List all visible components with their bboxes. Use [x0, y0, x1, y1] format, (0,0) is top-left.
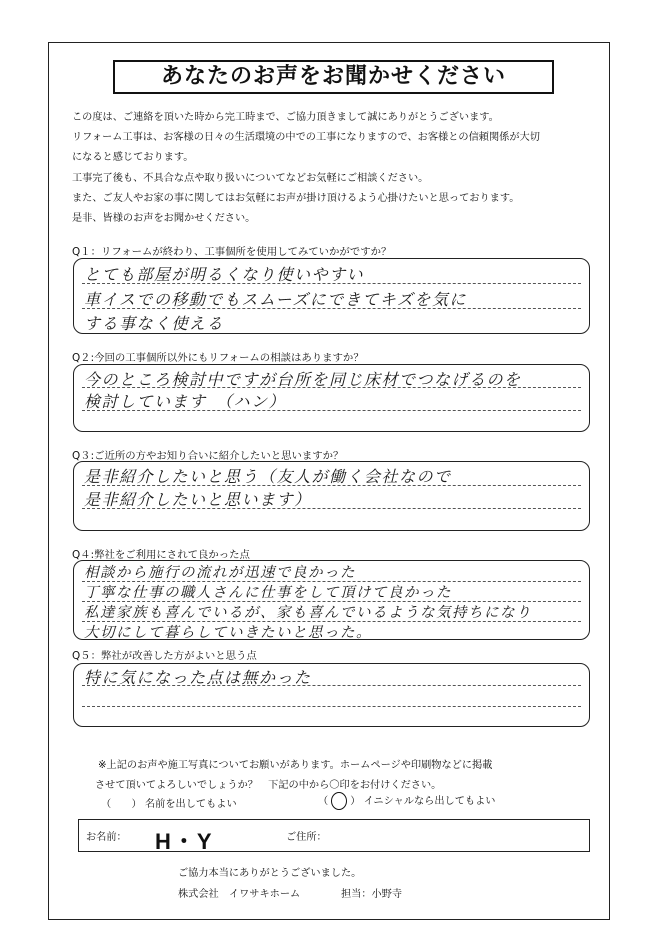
question-5-label: Q５：弊社が改善した方がよいと思う点: [72, 650, 257, 662]
answer-text: する事なく使える: [84, 314, 225, 333]
intro-line: 是非、皆様のお声をお聞かせください。: [72, 213, 256, 225]
answer-text: 大切にして暮らしていきたいと思った。: [84, 625, 372, 641]
answer-text: 是非紹介したいと思います）: [84, 490, 312, 509]
staff-name: 担当：小野寺: [341, 889, 403, 900]
question-5-answer-box[interactable]: [73, 663, 590, 727]
permission-note: させて頂いてよろしいでしょうか？ 下記の中から〇印をお付けください。: [95, 780, 442, 791]
option-label: イニシャルなら出してもよい: [363, 796, 496, 807]
intro-line: この度は、ご連絡を頂いた時から完工時まで、ご協力頂きまして誠にありがとうございます。: [72, 112, 499, 123]
question-1-label: Q１：リフォームが終わり、工事個所を使用してみていかがですか？: [72, 246, 392, 258]
option-bracket: （: [318, 796, 329, 807]
option-initial-ok[interactable]: [318, 792, 495, 810]
question-3-answer-box[interactable]: [73, 461, 590, 531]
question-2-answer-box[interactable]: [73, 364, 590, 432]
question-4-answer-box[interactable]: [73, 560, 590, 640]
thanks-text: ご協力本当にありがとうございました。: [178, 868, 362, 879]
question-4-label: Q４:弊社をご利用にされて良かった点: [72, 549, 250, 561]
answer-text: 検討しています （ハン）: [84, 392, 287, 411]
answer-text: 相談から施行の流れが迅速で良かった: [84, 565, 356, 581]
option-name-ok[interactable]: [101, 795, 237, 810]
intro-line: 工事完了後も、不具合な点や取り扱いについてなどお気軽にご相談ください。: [72, 172, 429, 184]
question-1-answer-box[interactable]: [73, 258, 590, 334]
intro-text: [72, 108, 602, 229]
company-name: 株式会社 イワサキホーム: [178, 889, 301, 900]
name-label: お名前：: [86, 832, 127, 843]
question-3-label: Q３:ご近所の方やお知り合いに紹介したいと思いますか？: [72, 450, 344, 462]
question-2-label: Q２:今回の工事個所以外にもリフォームの相談はありますか？: [72, 352, 364, 364]
option-bracket: ）: [350, 796, 361, 807]
option-label: 名前を出してもよい: [145, 799, 237, 810]
answer-text: 車イスでの移動でもスムーズにできてキズを気に: [84, 290, 467, 309]
intro-line: リフォーム工事は、お客様の日々の生活環境の中での工事になりますので、お客様との信頼関係が大切: [72, 132, 540, 144]
answer-text: 是非紹介したいと思う（友人が働く会社なので: [84, 467, 452, 486]
answer-text: 私達家族も喜んでいるが、家も喜んでいるような気持ちになり: [84, 605, 532, 621]
name-field[interactable]: H・Y: [155, 829, 214, 854]
intro-line: になると感じております。: [72, 152, 194, 164]
answer-line: [82, 706, 581, 707]
permission-note: ※上記のお声や施工写真についてお願いがあります。ホームページや印刷物などに掲載: [98, 760, 493, 771]
answer-text: 特に気になった点は無かった: [84, 668, 312, 687]
option-bracket: （ ）: [101, 799, 142, 810]
address-label: ご住所：: [286, 832, 327, 843]
intro-line: また、ご友人やお家の事に関してはお気軽にお声が掛け頂けるよう心掛けたいと思っております。: [72, 192, 520, 204]
answer-text: 今のところ検討中ですが台所を同じ床材でつなげるのを: [84, 370, 522, 389]
answer-text: とても部屋が明るくなり使いやすい: [84, 265, 365, 284]
page-title: あなたのお声をお聞かせください: [113, 60, 554, 94]
selected-circle-mark: [331, 792, 347, 810]
answer-text: 丁寧な仕事の職人さんに仕事をして頂けて良かった: [84, 585, 452, 601]
